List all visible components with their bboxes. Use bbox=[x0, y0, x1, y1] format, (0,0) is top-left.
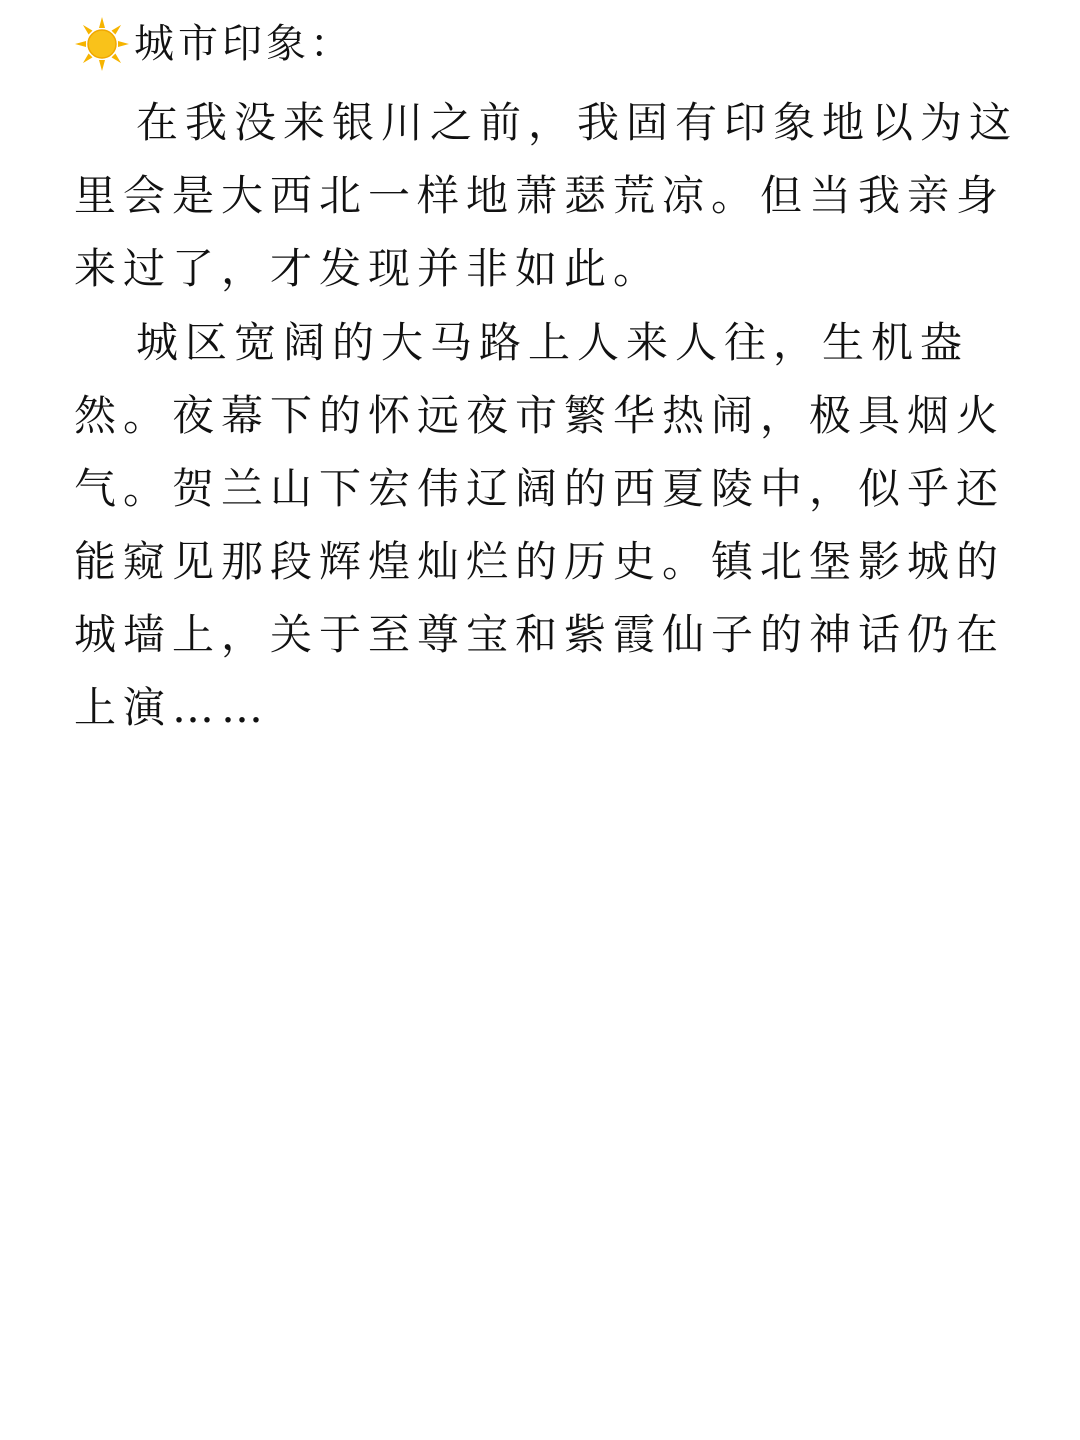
paragraph-line: 然。夜幕下的怀远夜市繁华热闹，极具烟火 bbox=[74, 391, 1006, 440]
paragraph-line: 城区宽阔的大马路上人来人往，生机盎 bbox=[136, 318, 970, 367]
paragraph-line: 来过了，才发现并非如此。 bbox=[74, 244, 663, 293]
paragraph-line: 上演…… bbox=[74, 683, 271, 732]
paragraph-2 bbox=[74, 306, 1004, 744]
paragraph-line: 气。贺兰山下宏伟辽阔的西夏陵中，似乎还 bbox=[74, 464, 1006, 513]
sun-icon bbox=[74, 16, 130, 72]
paragraph-line: 能窥见那段辉煌灿烂的历史。镇北堡影城的 bbox=[74, 537, 1006, 586]
section-heading bbox=[74, 14, 354, 74]
paragraph-line: 在我没来银川之前，我固有印象地以为这 bbox=[136, 98, 1019, 147]
paragraph-line: 里会是大西北一样地萧瑟荒凉。但当我亲身 bbox=[74, 171, 1006, 220]
paragraph-1 bbox=[74, 86, 1019, 305]
section-title: 城市印象： bbox=[134, 21, 354, 67]
paragraph-line: 城墙上，关于至尊宝和紫霞仙子的神话仍在 bbox=[74, 610, 1006, 659]
